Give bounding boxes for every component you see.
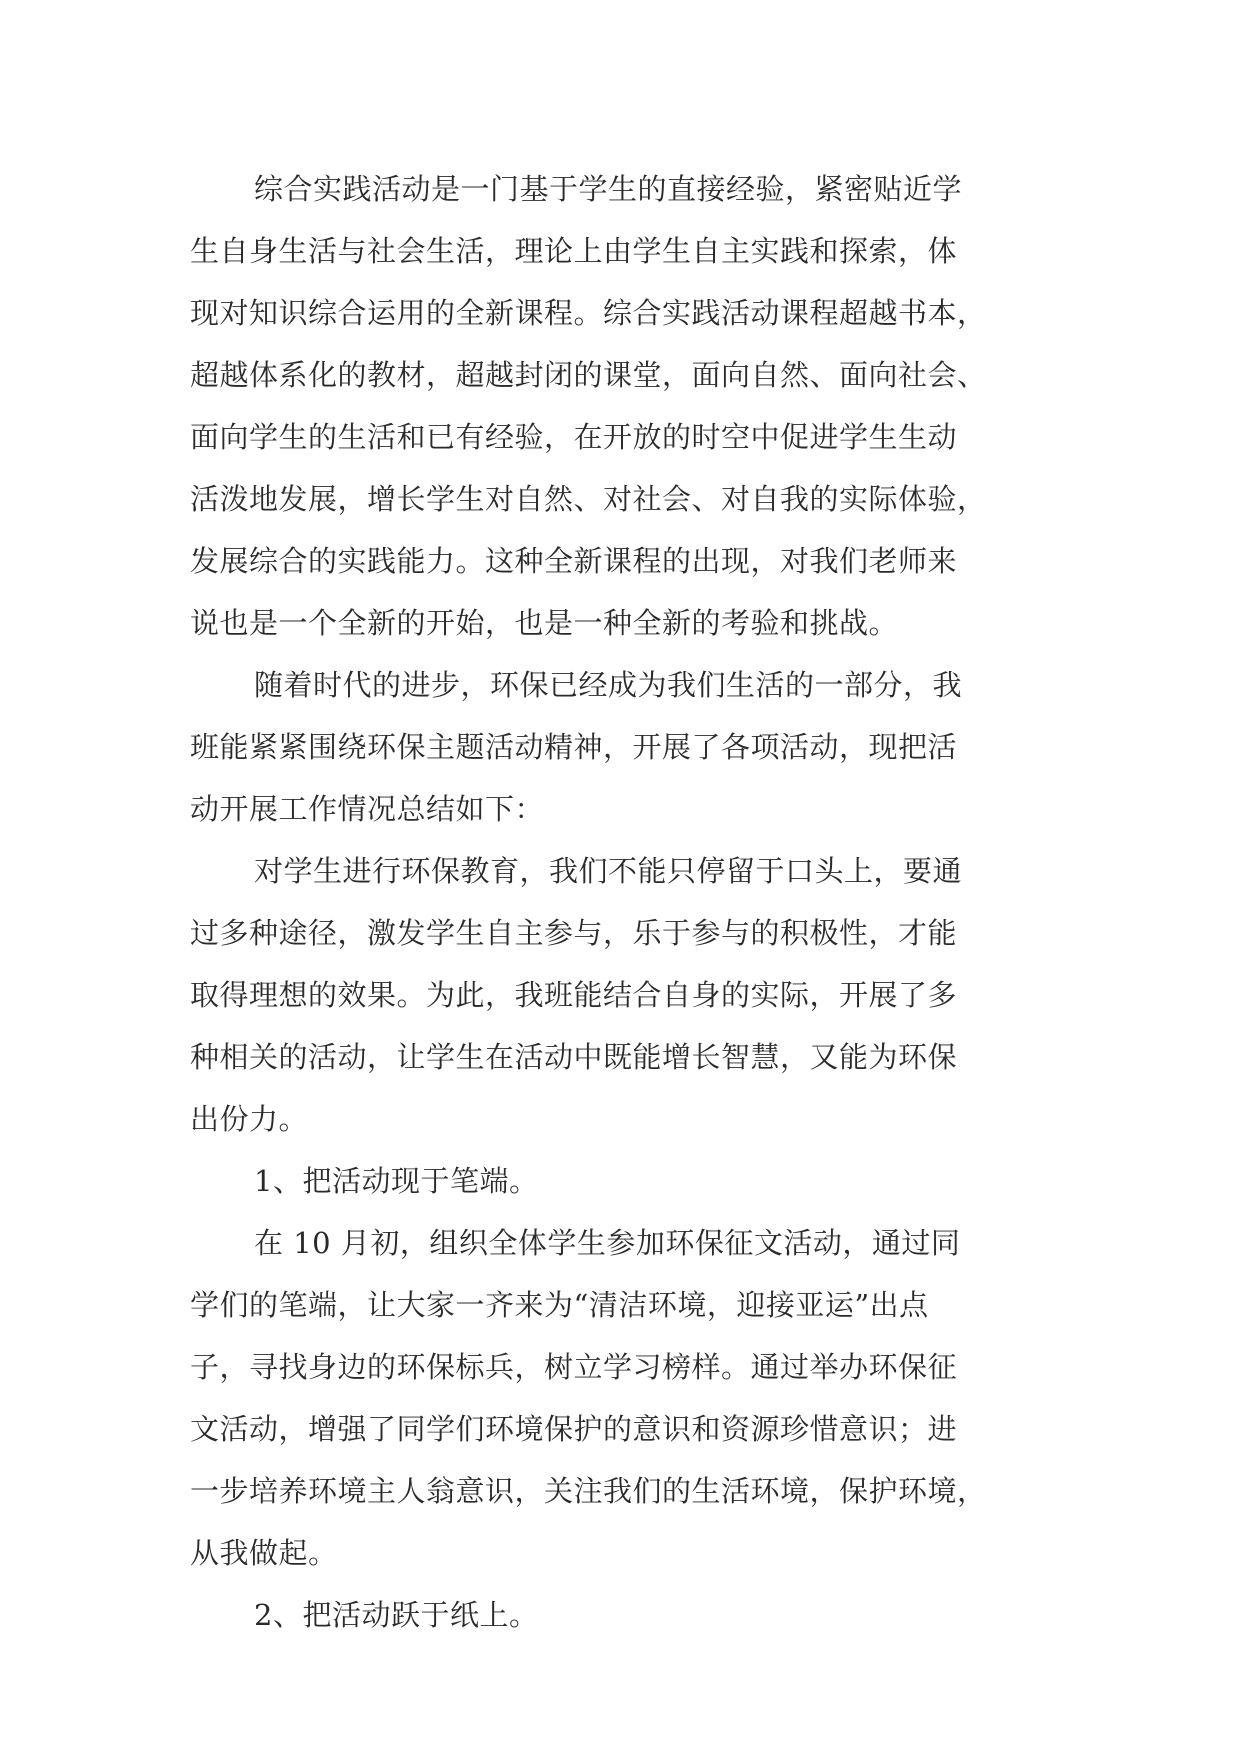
section-heading: 1、把活动现于笔端。 (254, 1164, 539, 1198)
section-heading: 2、把活动跃于纸上。 (254, 1598, 539, 1632)
paragraph-line: 超越体系化的教材，超越封闭的课堂，面向自然、面向社会、 (190, 358, 987, 392)
paragraph-line: 综合实践活动是一门基于学生的直接经验，紧密贴近学 (254, 172, 963, 206)
paragraph-line: 说也是一个全新的开始，也是一种全新的考验和挑战。 (190, 606, 899, 640)
paragraph-line: 子，寻找身边的环保标兵，树立学习榜样。通过举办环保征 (190, 1350, 958, 1384)
paragraph-line: 面向学生的生活和已有经验，在开放的时空中促进学生生动 (190, 420, 958, 454)
paragraph-line: 对学生进行环保教育，我们不能只停留于口头上，要通 (254, 854, 963, 888)
paragraph-line: 出份力。 (190, 1102, 309, 1136)
paragraph-line: 学们的笔端，让大家一齐来为“清洁环境，迎接亚运”出点 (190, 1288, 929, 1322)
paragraph-line: 活泼地发展，增长学生对自然、对社会、对自我的实际体验， (190, 482, 987, 516)
paragraph-line: 种相关的活动，让学生在活动中既能增长智慧，又能为环保 (190, 1040, 958, 1074)
paragraph-line: 过多种途径，激发学生自主参与，乐于参与的积极性，才能 (190, 916, 958, 950)
paragraph-line: 取得理想的效果。为此，我班能结合自身的实际，开展了多 (190, 978, 958, 1012)
paragraph-line: 班能紧紧围绕环保主题活动精神，开展了各项活动，现把活 (190, 730, 958, 764)
paragraph-line: 现对知识综合运用的全新课程。综合实践活动课程超越书本， (190, 296, 987, 330)
paragraph-line: 从我做起。 (190, 1536, 338, 1570)
paragraph-line: 动开展工作情况总结如下： (190, 792, 545, 826)
paragraph-line: 在 10 月初，组织全体学生参加环保征文活动，通过同 (254, 1226, 961, 1260)
document-body (190, 158, 1050, 1646)
paragraph-line: 发展综合的实践能力。这种全新课程的出现，对我们老师来 (190, 544, 958, 578)
paragraph-line: 随着时代的进步，环保已经成为我们生活的一部分，我 (254, 668, 963, 702)
paragraph-line: 文活动，增强了同学们环境保护的意识和资源珍惜意识；进 (190, 1412, 958, 1446)
paragraph-line: 一步培养环境主人翁意识，关注我们的生活环境，保护环境， (190, 1474, 987, 1508)
paragraph-line: 生自身生活与社会生活，理论上由学生自主实践和探索，体 (190, 234, 958, 268)
